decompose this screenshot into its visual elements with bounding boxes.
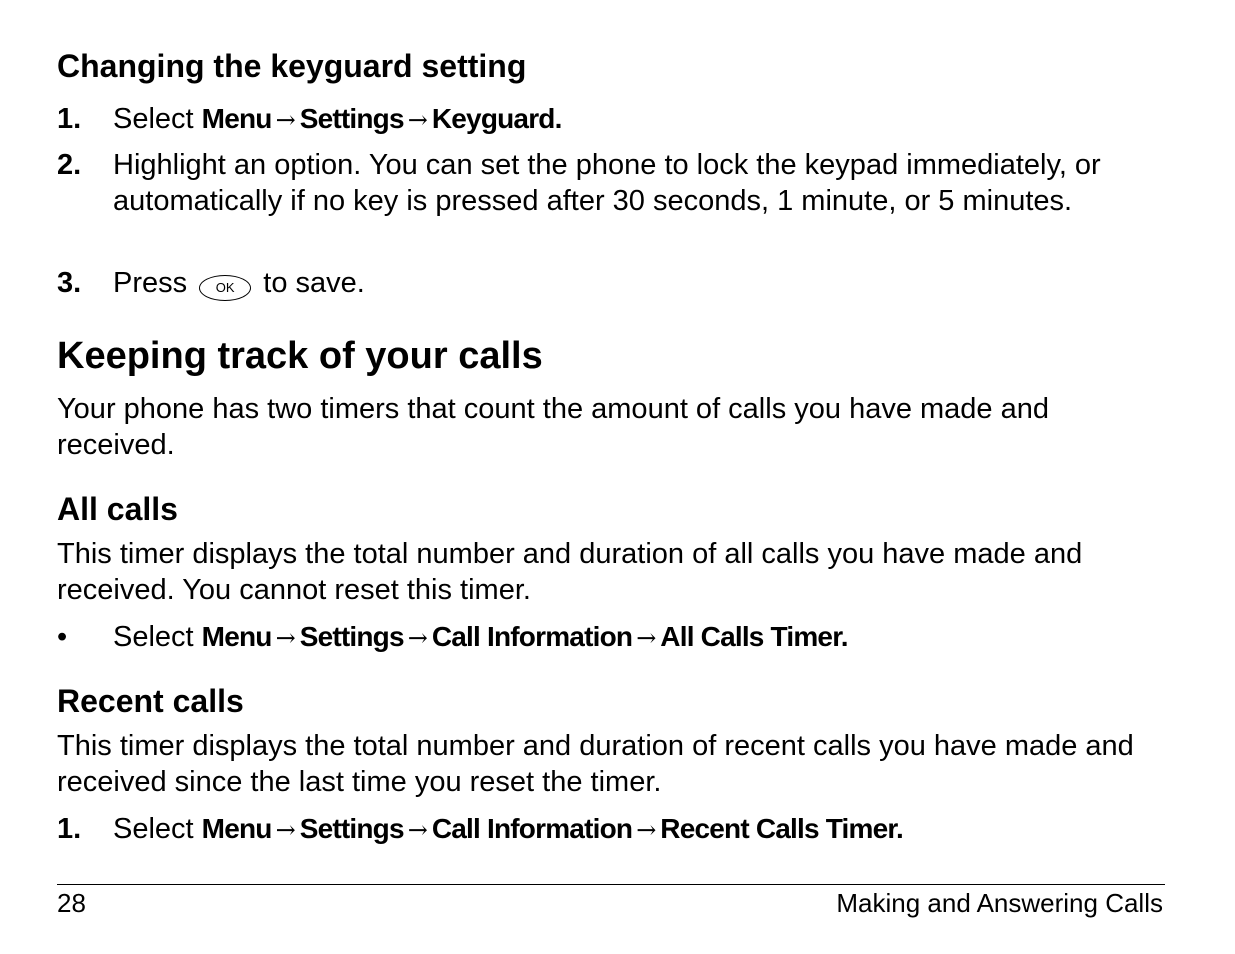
menu-item-all-calls-timer: All Calls Timer.	[660, 621, 848, 652]
arrow-icon: →	[407, 106, 428, 134]
recent-calls-step-1	[57, 811, 1165, 848]
step-prefix: Select	[113, 621, 194, 653]
arrow-icon: →	[407, 816, 428, 844]
arrow-icon: →	[275, 624, 296, 652]
keyguard-step-1	[57, 101, 1165, 138]
keyguard-step-2	[57, 147, 1165, 219]
step-text: Highlight an option. You can set the phone to lock the keypad immediately, or automatically if no key is pressed after 30 seconds, 1 minute, or 5 minutes.	[113, 149, 1101, 217]
step-number: 2.	[57, 149, 82, 181]
step-number: 3.	[57, 267, 82, 299]
menu-item-settings: Settings	[299, 621, 404, 652]
keyguard-step-3	[57, 265, 1165, 301]
arrow-icon: →	[407, 624, 428, 652]
step-prefix: Select	[113, 813, 194, 845]
menu-item-menu: Menu	[201, 103, 272, 134]
intro-paragraph: Your phone has two timers that count the amount of calls you have made and received.	[57, 393, 1049, 461]
menu-item-call-information: Call Information	[431, 813, 633, 844]
menu-item-call-information: Call Information	[431, 621, 633, 652]
ok-key-icon: OK	[199, 275, 251, 301]
heading-keeping-track: Keeping track of your calls	[57, 335, 543, 377]
step-prefix: Select	[113, 103, 194, 135]
menu-item-menu: Menu	[201, 621, 272, 652]
menu-item-settings: Settings	[299, 813, 404, 844]
heading-recent-calls: Recent calls	[57, 683, 244, 719]
menu-item-keyguard: Keyguard.	[431, 103, 562, 134]
footer-divider	[57, 884, 1165, 885]
menu-item-menu: Menu	[201, 813, 272, 844]
step-text-before: Press	[113, 267, 188, 299]
menu-item-settings: Settings	[299, 103, 404, 134]
arrow-icon: →	[275, 816, 296, 844]
all-calls-paragraph: This timer displays the total number and duration of all calls you have made and received. You cannot reset this timer.	[57, 538, 1083, 606]
heading-keyguard: Changing the keyguard setting	[57, 48, 527, 84]
bullet-icon: •	[57, 621, 68, 653]
chapter-title: Making and Answering Calls	[836, 888, 1163, 918]
arrow-icon: →	[275, 106, 296, 134]
all-calls-instruction	[57, 619, 1165, 656]
heading-all-calls: All calls	[57, 491, 178, 527]
menu-item-recent-calls-timer: Recent Calls Timer.	[660, 813, 903, 844]
step-text-after: to save.	[263, 267, 365, 299]
step-number: 1.	[57, 103, 82, 135]
arrow-icon: →	[636, 816, 657, 844]
recent-calls-paragraph: This timer displays the total number and duration of recent calls you have made and received since the last time you reset the timer.	[57, 730, 1134, 798]
arrow-icon: →	[636, 624, 657, 652]
step-number: 1.	[57, 813, 82, 845]
page-number: 28	[57, 888, 86, 918]
